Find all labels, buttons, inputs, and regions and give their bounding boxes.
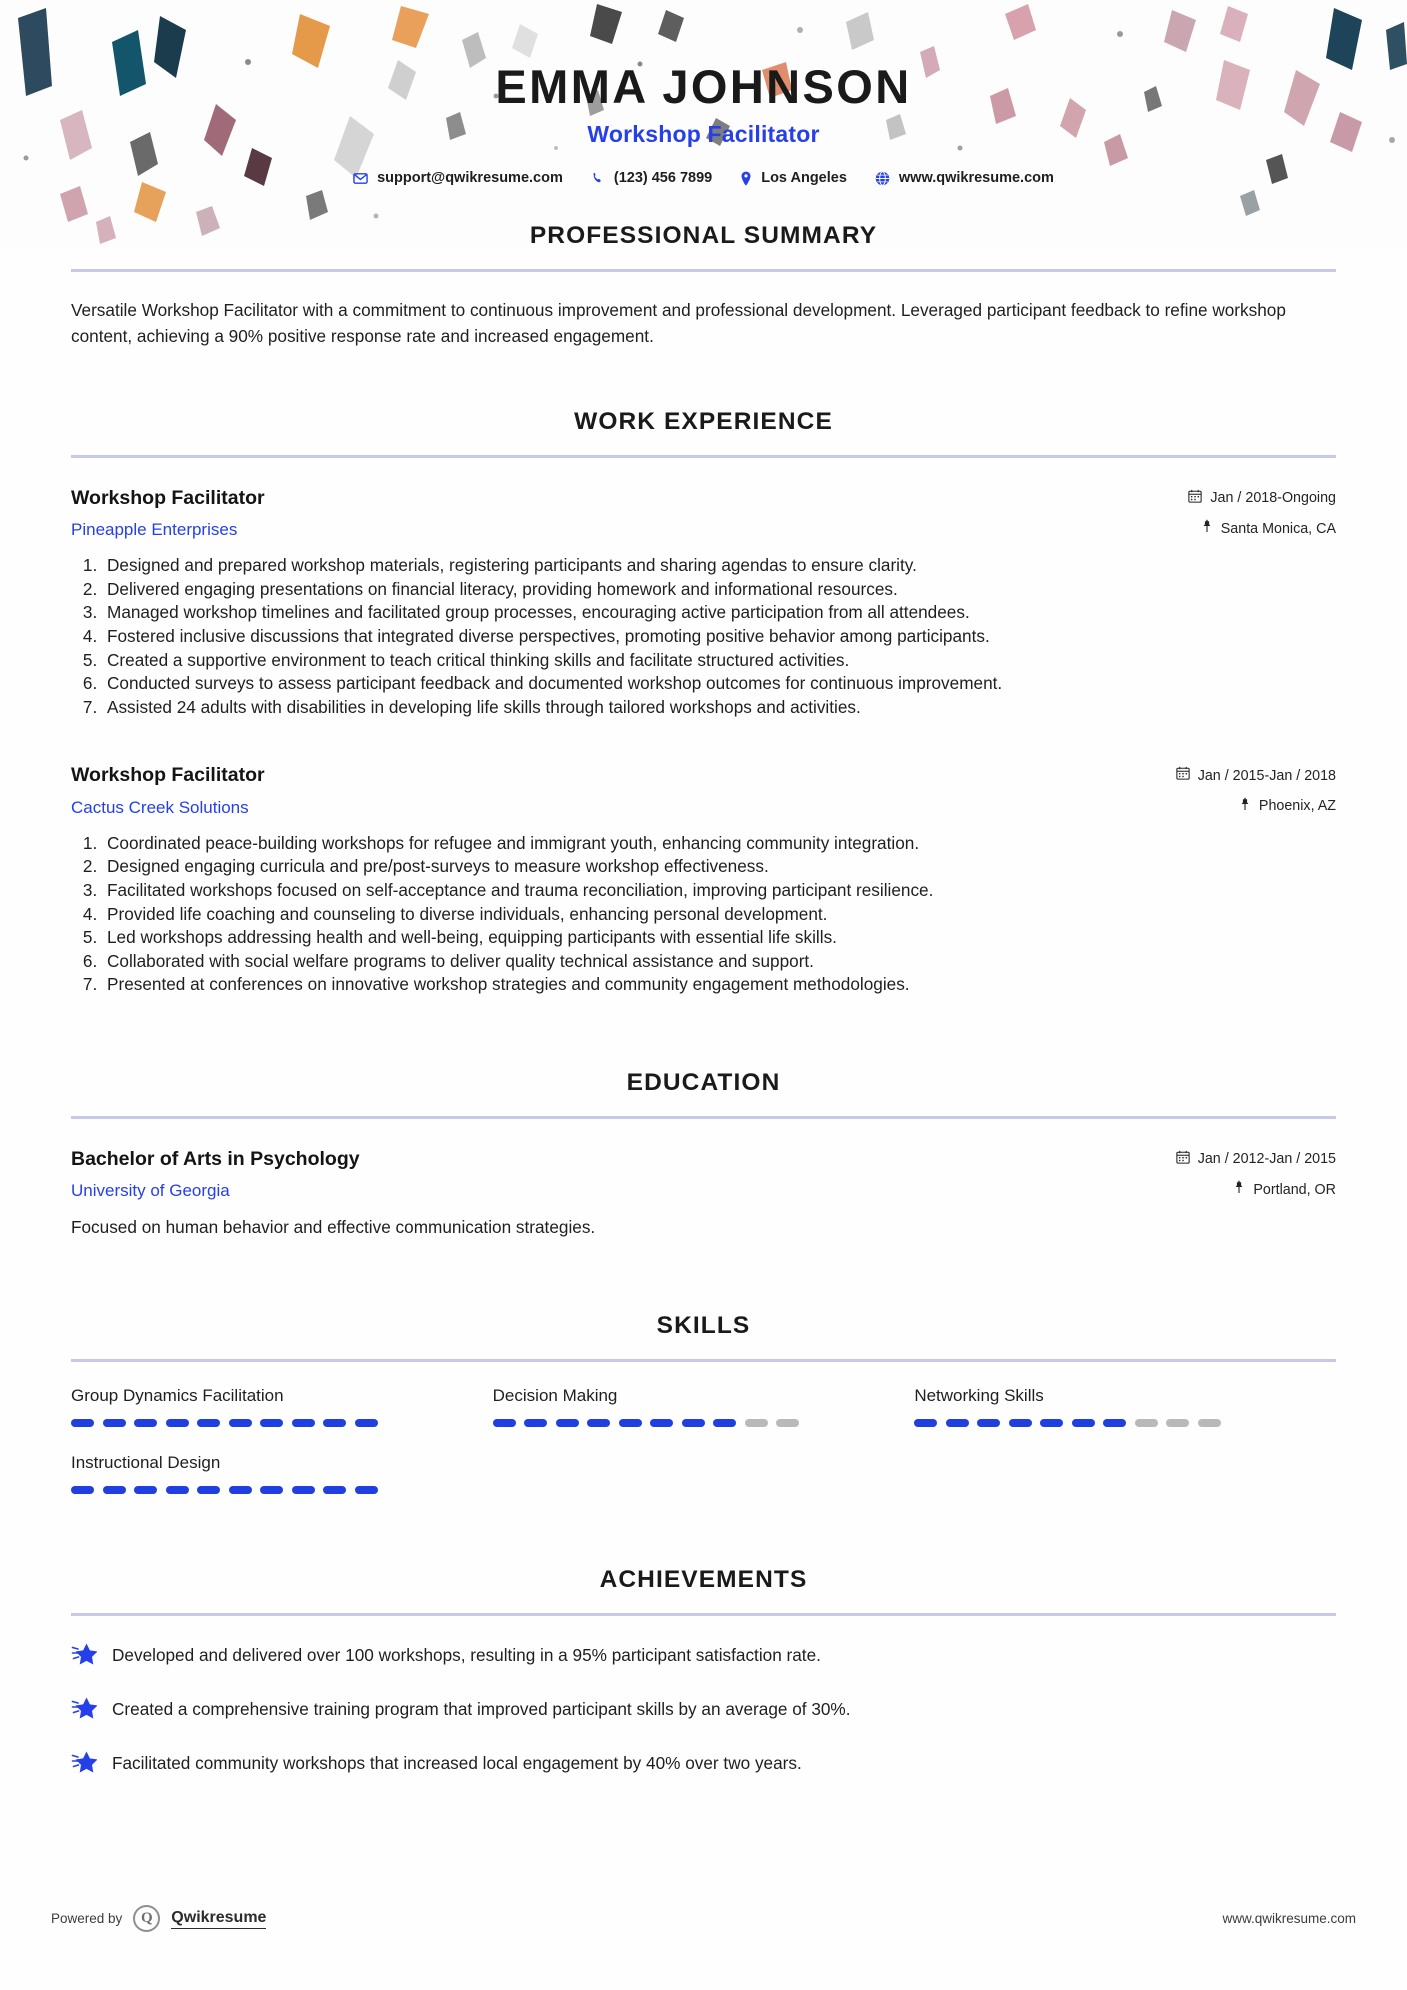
phone-icon: [591, 171, 605, 185]
skill-dash-filled: [1103, 1419, 1126, 1427]
candidate-name: EMMA JOHNSON: [495, 60, 912, 113]
skill-dash-filled: [260, 1486, 283, 1494]
calendar-icon: [1188, 489, 1202, 509]
job-company[interactable]: Pineapple Enterprises: [71, 520, 238, 539]
section-achievements: [71, 1566, 1336, 1779]
job-location: Phoenix, AZ: [1258, 798, 1336, 815]
skill-item: [71, 1386, 493, 1427]
job-location-row: [1188, 519, 1336, 539]
section-work-experience: [71, 408, 1336, 997]
job-bullet: 4. Fostered inclusive discussions that integrated diverse perspectives, promoting positive behavior among participants.: [102, 625, 1336, 649]
skill-dash-filled: [103, 1486, 126, 1494]
star-icon: [71, 1696, 97, 1725]
skill-dash-filled: [1040, 1419, 1063, 1427]
work-entry-header: [71, 763, 1336, 818]
pin-icon: [1239, 797, 1251, 817]
achievement-text: Created a comprehensive training program that improved participant skills by an average of 30%.: [112, 1699, 851, 1720]
contact-email-text: support@qwikresume.com: [377, 170, 563, 187]
contact-phone[interactable]: [577, 170, 726, 186]
section-divider: [71, 1613, 1336, 1616]
skill-dash-filled: [323, 1486, 346, 1494]
skill-dash-filled: [197, 1419, 220, 1427]
skill-dash-filled: [134, 1486, 157, 1494]
education-dates-row: [1176, 1150, 1336, 1170]
skill-dash-filled: [556, 1419, 579, 1427]
section-divider: [71, 455, 1336, 458]
skill-dash-empty: [776, 1419, 799, 1427]
achievement-list: [71, 1642, 1336, 1779]
page-footer: [51, 1905, 1356, 1932]
achievement-text: Developed and delivered over 100 workshops, resulting in a 95% participant satisfaction rate.: [112, 1645, 821, 1666]
contact-location-text: Los Angeles: [761, 170, 847, 187]
skill-rating-bar: [914, 1419, 1336, 1427]
job-bullet: 3. Facilitated workshops focused on self-acceptance and trauma reconciliation, improving participant resilience.: [102, 879, 1336, 903]
work-entry: [71, 763, 1336, 997]
achievement-item: [71, 1696, 1336, 1725]
skill-dash-filled: [103, 1419, 126, 1427]
contact-location: [726, 170, 861, 186]
skill-dash-empty: [1166, 1419, 1189, 1427]
skill-dash-filled: [1009, 1419, 1032, 1427]
skill-dash-filled: [166, 1486, 189, 1494]
skill-item: [914, 1386, 1336, 1427]
work-entry-left: [71, 763, 1176, 818]
job-bullet-list: [71, 554, 1336, 719]
skill-rating-bar: [493, 1419, 915, 1427]
skill-item: [71, 1453, 493, 1494]
skill-dash-filled: [71, 1486, 94, 1494]
education-entry-left: [71, 1147, 1176, 1202]
education-location: Portland, OR: [1253, 1181, 1336, 1198]
job-bullet: 1. Coordinated peace-building workshops for refugee and immigrant youth, enhancing community integration.: [102, 832, 1336, 856]
skill-dash-filled: [229, 1419, 252, 1427]
skill-label: Networking Skills: [914, 1386, 1044, 1406]
skill-dash-filled: [914, 1419, 937, 1427]
skill-dash-filled: [229, 1486, 252, 1494]
skill-label: Group Dynamics Facilitation: [71, 1386, 284, 1406]
contact-phone-text: (123) 456 7899: [613, 170, 713, 187]
education-entry: [71, 1147, 1336, 1241]
job-bullet: 7. Assisted 24 adults with disabilities in developing life skills through tailored workshops and activities.: [102, 696, 1336, 720]
skill-dash-filled: [355, 1419, 378, 1427]
skill-dash-empty: [1198, 1419, 1221, 1427]
envelope-icon: [353, 171, 368, 186]
contact-website[interactable]: [861, 170, 1068, 186]
job-dates: Jan / 2015-Jan / 2018: [1197, 767, 1336, 784]
globe-icon: [875, 171, 890, 186]
section-divider: [71, 269, 1336, 272]
map-pin-icon: [740, 171, 752, 186]
section-education: [71, 1069, 1336, 1241]
achievement-text: Facilitated community workshops that increased local engagement by 40% over two years.: [112, 1753, 802, 1774]
skill-label: Instructional Design: [71, 1453, 221, 1473]
school-name[interactable]: University of Georgia: [71, 1181, 230, 1201]
job-dates: Jan / 2018-Ongoing: [1210, 490, 1336, 507]
skill-rating-bar: [71, 1419, 493, 1427]
pin-icon: [1233, 1180, 1245, 1200]
skill-item: [493, 1386, 915, 1427]
skill-dash-filled: [524, 1419, 547, 1427]
job-bullet: 3. Managed workshop timelines and facilitated group processes, encouraging active participation from all attendees.: [102, 601, 1336, 625]
work-entry-header: [71, 486, 1336, 541]
job-position: Workshop Facilitator: [71, 486, 265, 509]
skill-rating-bar: [71, 1486, 493, 1494]
skill-dash-filled: [1072, 1419, 1095, 1427]
skill-dash-filled: [134, 1419, 157, 1427]
skill-dash-filled: [166, 1419, 189, 1427]
section-professional-summary: [71, 222, 1336, 349]
section-title-skills: SKILLS: [656, 1312, 751, 1340]
skill-dash-filled: [946, 1419, 969, 1427]
achievement-item: [71, 1642, 1336, 1671]
section-divider: [71, 1116, 1336, 1119]
skill-dash-filled: [650, 1419, 673, 1427]
skill-dash-filled: [493, 1419, 516, 1427]
skill-dash-filled: [619, 1419, 642, 1427]
job-bullet: 6. Conducted surveys to assess participant feedback and documented workshop outcomes for continuous improvement.: [102, 672, 1336, 696]
section-divider: [71, 1359, 1336, 1362]
job-bullet: 5. Created a supportive environment to teach critical thinking skills and facilitate structured activities.: [102, 649, 1336, 673]
skill-dash-empty: [745, 1419, 768, 1427]
skill-dash-filled: [71, 1419, 94, 1427]
skill-dash-empty: [1135, 1419, 1158, 1427]
job-bullet: 7. Presented at conferences on innovative workshop strategies and community engagement methodologies.: [102, 973, 1336, 997]
job-dates-row: [1176, 766, 1336, 786]
achievement-item: [71, 1750, 1336, 1779]
calendar-icon: [1176, 1150, 1190, 1170]
contact-website-text: www.qwikresume.com: [898, 170, 1054, 187]
powered-by-label: Powered by: [51, 1911, 123, 1926]
section-title-achievements: ACHIEVEMENTS: [599, 1566, 808, 1594]
job-bullet: 5. Led workshops addressing health and well-being, equipping participants with essential life skills.: [102, 926, 1336, 950]
section-skills: [71, 1312, 1336, 1494]
education-location-row: [1176, 1180, 1336, 1200]
work-entry-meta: [1176, 763, 1336, 816]
work-entry-left: [71, 486, 1188, 541]
contact-bar: [0, 170, 1407, 186]
star-icon: [71, 1642, 97, 1671]
education-dates: Jan / 2012-Jan / 2015: [1197, 1151, 1336, 1168]
skills-grid: [71, 1386, 1336, 1494]
qwikresume-logo-icon: Q: [133, 1905, 160, 1932]
job-bullet-list: [71, 832, 1336, 997]
calendar-icon: [1176, 766, 1190, 786]
education-entry-meta: [1176, 1147, 1336, 1200]
job-bullet: 2. Delivered engaging presentations on financial literacy, providing homework and informational resources.: [102, 578, 1336, 602]
skill-dash-filled: [682, 1419, 705, 1427]
skill-dash-filled: [713, 1419, 736, 1427]
degree-title: Bachelor of Arts in Psychology: [71, 1147, 360, 1170]
education-description: Focused on human behavior and effective communication strategies.: [71, 1217, 596, 1238]
resume-body: [0, 222, 1407, 1779]
candidate-job-title: Workshop Facilitator: [587, 121, 820, 148]
job-bullet: 6. Collaborated with social welfare programs to deliver quality technical assistance and support.: [102, 950, 1336, 974]
skill-dash-filled: [292, 1419, 315, 1427]
skill-dash-filled: [260, 1419, 283, 1427]
skill-label: Decision Making: [492, 1386, 618, 1406]
section-title-summary: PROFESSIONAL SUMMARY: [529, 222, 878, 250]
job-bullet: 4. Provided life coaching and counseling to diverse individuals, enhancing personal development.: [102, 903, 1336, 927]
job-dates-row: [1188, 489, 1336, 509]
summary-text: Versatile Workshop Facilitator with a commitment to continuous improvement and professional development. Leveraged participant feedback to refine workshop content, achieving a 90% positive response rate and increased engagement.: [71, 300, 1286, 347]
job-location: Santa Monica, CA: [1220, 520, 1336, 537]
resume-header: [0, 0, 1407, 186]
section-title-education: EDUCATION: [626, 1068, 781, 1096]
powered-by-block: [51, 1905, 266, 1932]
job-bullet: 2. Designed engaging curricula and pre/post-surveys to measure workshop effectiveness.: [102, 855, 1336, 879]
skill-dash-filled: [292, 1486, 315, 1494]
section-title-work: WORK EXPERIENCE: [574, 407, 833, 435]
qwikresume-brand[interactable]: Qwikresume: [171, 1909, 266, 1929]
job-company[interactable]: Cactus Creek Solutions: [71, 797, 249, 817]
job-bullet: 1. Designed and prepared workshop materials, registering participants and sharing agendas to ensure clarity.: [102, 554, 1336, 578]
pin-icon: [1201, 519, 1213, 539]
skill-dash-filled: [355, 1486, 378, 1494]
work-entry-meta: [1188, 486, 1336, 539]
footer-url[interactable]: www.qwikresume.com: [1222, 1911, 1356, 1926]
star-icon: [71, 1750, 97, 1779]
contact-email[interactable]: [339, 170, 577, 186]
skill-dash-filled: [323, 1419, 346, 1427]
skill-dash-filled: [197, 1486, 220, 1494]
education-entry-header: [71, 1147, 1336, 1202]
job-location-row: [1176, 797, 1336, 817]
work-entry: [71, 486, 1336, 720]
skill-dash-filled: [587, 1419, 610, 1427]
job-position: Workshop Facilitator: [71, 764, 265, 787]
skill-dash-filled: [977, 1419, 1000, 1427]
